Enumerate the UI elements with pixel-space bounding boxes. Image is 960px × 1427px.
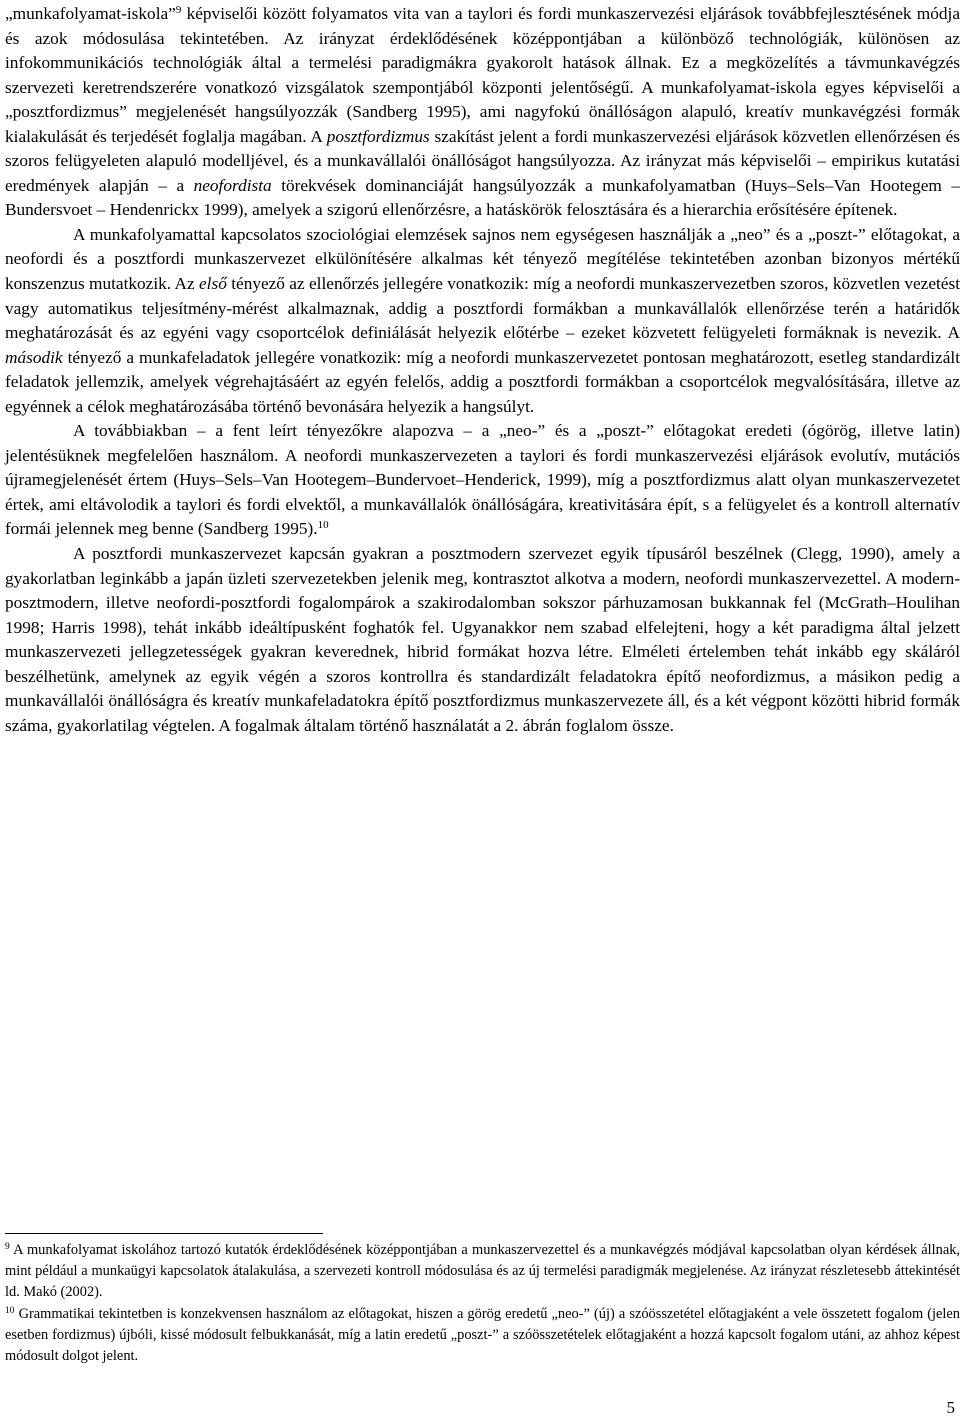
text-run: „munkafolyamat-iskola”	[5, 4, 176, 23]
footnote-text: A munkafolyamat iskolához tartozó kutatók érdeklődésének középpontjában a munkaszervezettel és a munkavégzés módjával kapcsolatban olyan kérdések állnak, mint például a munkaügyi kapcsolatok átalakulása, a szervezeti kontroll módosulása és az új termelési paradigmák megjelenése. Az irányzat részletesebb áttekintését ld. Makó (2002).	[5, 1242, 960, 1301]
footnote	[5, 1240, 960, 1304]
emphasis: első	[199, 274, 227, 294]
text-run: szakítást jelent a fordi munkaszervezési eljárások közvetlen ellenőrzésen és szoros felügyeleten alapuló modelljével, és a munkavállalói önállóságot hangsúlyozza. Az irányzat más képviselői – empirikus kutatási eredmények alapján – a	[5, 126, 960, 195]
text-run: képviselői között folyamatos vita van a taylori és fordi munkaszervezési eljárások továbbfejlesztésének módja és azok módosulása tekintetében. Az irányzat érdeklődésének középpontjában a különböző technológiák, különösen az infokommunikációs technológiák által a termelési paradigmákra gyakorolt hatások állnak. Ez a megközelítés a távmunkavégzés szervezeti keretrendszerére vonatkozó vizsgálatok szempontjából központi jelentőségű. A munkafolyamat-iskola egyes képviselői a „posztfordizmus” megjelenését hangsúlyozzák (Sandberg 1995), ami nagyfokú önállóságon alapuló, kreatív munkavégzési formák kialakulását és terjedését foglalja magában. A	[5, 4, 960, 146]
text-run: A munkafolyamattal kapcsolatos szociológiai elemzések sajnos nem egységesen használják a „neo” és a „poszt-” előtagokat, a neofordi és a posztfordi munkaszervezet elkülönítésére alkalmas két tényező megítélése tekintetében azonban bizonyos mértékű konszenzus mutatkozik. Az	[5, 224, 960, 294]
footnote	[5, 1304, 960, 1368]
paragraph	[5, 419, 960, 542]
footnote-ref: 10	[317, 519, 329, 532]
emphasis: neofordista	[193, 175, 272, 195]
text-run: A továbbiakban – a fent leírt tényezőkre alapozva – a „neo-” és a „poszt-” előtagokat eredeti (ógörög, illetve latin) jelentésüknek megfelelően használom. A neofordi munkaszervezeten a taylori és fordi munkaszervezési eljárások evolutív, mutációs újramegjelenését értem (Huys–Sels–Van Hootegem–Bundervoet–Henderick, 1999), míg a posztfordizmus alatt olyan munkaszervezetet értek, ami eltávolodik a taylori és fordi elvektől, a munkavállalók önállóságára, kreativitására épít, s a felügyelet és a kontroll alternatív formái jelennek meg benne (Sandberg 1995).	[5, 421, 960, 539]
text-run: A posztfordi munkaszervezet kapcsán gyakran a posztmodern szervezet egyik típusáról beszélnek (Clegg, 1990), amely a gyakorlatban leginkább a japán üzleti szervezetekben jelenik meg, kontrasztot alkotva a modern, neofordi munkaszervezettel. A modern-posztmodern, illetve neofordi-posztfordi fogalompárok a szakirodalomban sokszor párhuzamosan bukkannak fel (McGrath–Houlihan 1998; Harris 1998), tehát inkább ideáltípusként foghatók fel. Ugyanakkor nem szabad elfelejteni, hogy a két paradigma által jelzett munkaszervezeti jellegzetességek gyakran keverednek, hibrid formákat hozva létre. Elméleti értelemben tehát inkább egy skáláról beszélhetünk, amelynek az egyik végén a szoros kontrollra és standardizált feladatokra építő neofordizmus, a másikon pedig a munkavállalói önállóságra és kreatív munkafeladatokra építő posztfordizmus munkaszervezete áll, és a két végpont közötti hibrid formák száma, gyakorlatilag végtelen. A fogalmak általam történő használatát a 2. ábrán foglalom össze.	[5, 544, 960, 735]
paragraph	[5, 223, 960, 419]
body-text	[5, 2, 960, 738]
footnote-number: 9	[5, 1242, 10, 1252]
text-run: tényező az ellenőrzés jellegére vonatkozik: míg a neofordi munkaszervezetben szoros, közvetlen vezetést vagy automatikus teljesítmény-mérést alkalmaznak, addig a posztfordi formákban a munkavállalók ellenőrzése terén a határidők meghatározását és az egyéni vagy csoportcélok definiálását helyezik előtérbe – ezeket közvetett felügyeleti formáknak is nevezik. A	[5, 274, 960, 343]
paragraph	[5, 2, 960, 223]
text-run: törekvések dominanciáját hangsúlyozzák a munkafolyamatban (Huys–Sels–Van Hootegem – Bundersvoet – Hendenrickx 1999), amelyek a szigorú ellenőrzésre, a hatáskörök felosztására és a hierarchia erősítésére építenek.	[5, 175, 960, 220]
footnotes	[5, 1240, 960, 1367]
page-number: 5	[946, 1398, 955, 1417]
paragraph	[5, 542, 960, 738]
footnote-ref: 9	[175, 4, 182, 16]
footnote-text: Grammatikai tekintetben is konzekvensen használom az előtagokat, hiszen a görög eredetű „neo-” (új) a szóösszetétel előtagjaként a vele összetett fogalom (jelen esetben fordizmus) újbóli, kissé módosult felbukkanását, míg a latin eredetű „poszt-” a szóösszetételek előtagjaként a hozzá kapcsolt fogalom utáni, az ahhoz képest módosult dolgot jelent.	[5, 1305, 960, 1365]
footnote-separator	[5, 1233, 323, 1234]
emphasis: posztfordizmus	[326, 126, 430, 146]
emphasis: második	[5, 347, 63, 367]
text-run: tényező a munkafeladatok jellegére vonatkozik: míg a neofordi munkaszervezetet pontosan meghatározott, esetleg standardizált feladatok jellemzik, amelyek végrehajtásáért az egyén felelős, addig a posztfordi formákban a csoportcélok megvalósítására, illetve az egyénnek a célok meghatározásába történő bevonására helyezik a hangsúlyt.	[5, 347, 960, 416]
footnote-number: 10	[5, 1305, 15, 1316]
